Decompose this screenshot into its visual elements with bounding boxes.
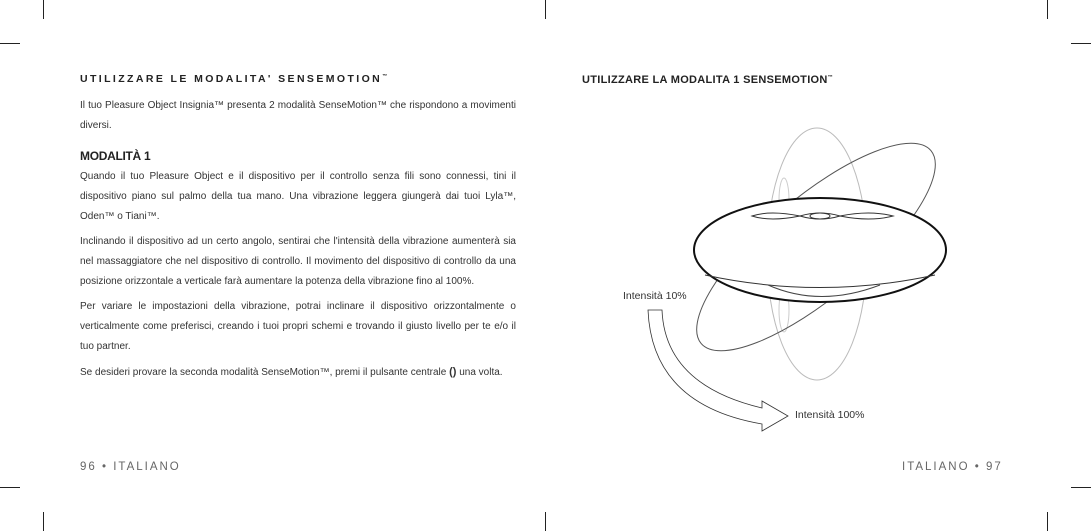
paragraph: Per variare le impostazioni della vibrazione, potrai inclinare il dispositivo orizzontalmente o verticalmente come preferisci, creando i tuoi propri schemi e trovando il giusto livello per te e/o il tuo partner.	[80, 301, 516, 352]
intro-paragraph: Il tuo Pleasure Object Insignia™ presenta 2 modalità SenseMotion™ che rispondono a movimenti diversi.	[80, 100, 516, 131]
intensity-end-label: Intensità 100%	[795, 409, 865, 421]
device-main-body	[694, 198, 946, 302]
page-footer-right: ITALIANO • 97	[902, 461, 1003, 473]
section-heading: MODALITÀ 1	[80, 149, 151, 163]
arrow-icon	[648, 310, 788, 431]
right-page-title: UTILIZZARE LA MODALITA 1 SENSEMOTION™	[582, 74, 833, 86]
center-button-icon: ()	[449, 366, 457, 378]
paragraph: Inclinando il dispositivo ad un certo angolo, sentirai che l'intensità della vibrazione aumenterà sia nel massaggiatore che nel dispositivo di controllo. Il movimento del dispositivo di controllo da una posizione orizzontale a verticale farà aumentare la potenza della vibrazione fino al 100%.	[80, 236, 516, 287]
paragraph: Quando il tuo Pleasure Object e il dispositivo per il controllo senza fili sono connessi, tini il dispositivo piano sul palmo della tua mano. Una vibrazione leggera giungerà dai tuoi Lyla™, Oden™ o Tiani™.	[80, 171, 516, 222]
intensity-start-label: Intensità 10%	[623, 290, 687, 302]
page-footer-left: 96 • ITALIANO	[80, 461, 181, 473]
paragraph: Se desideri provare la seconda modalità SenseMotion™, premi il pulsante centrale () una volta.	[80, 366, 503, 378]
page-title: UTILIZZARE LE MODALITA' SENSEMOTION™	[80, 73, 390, 85]
